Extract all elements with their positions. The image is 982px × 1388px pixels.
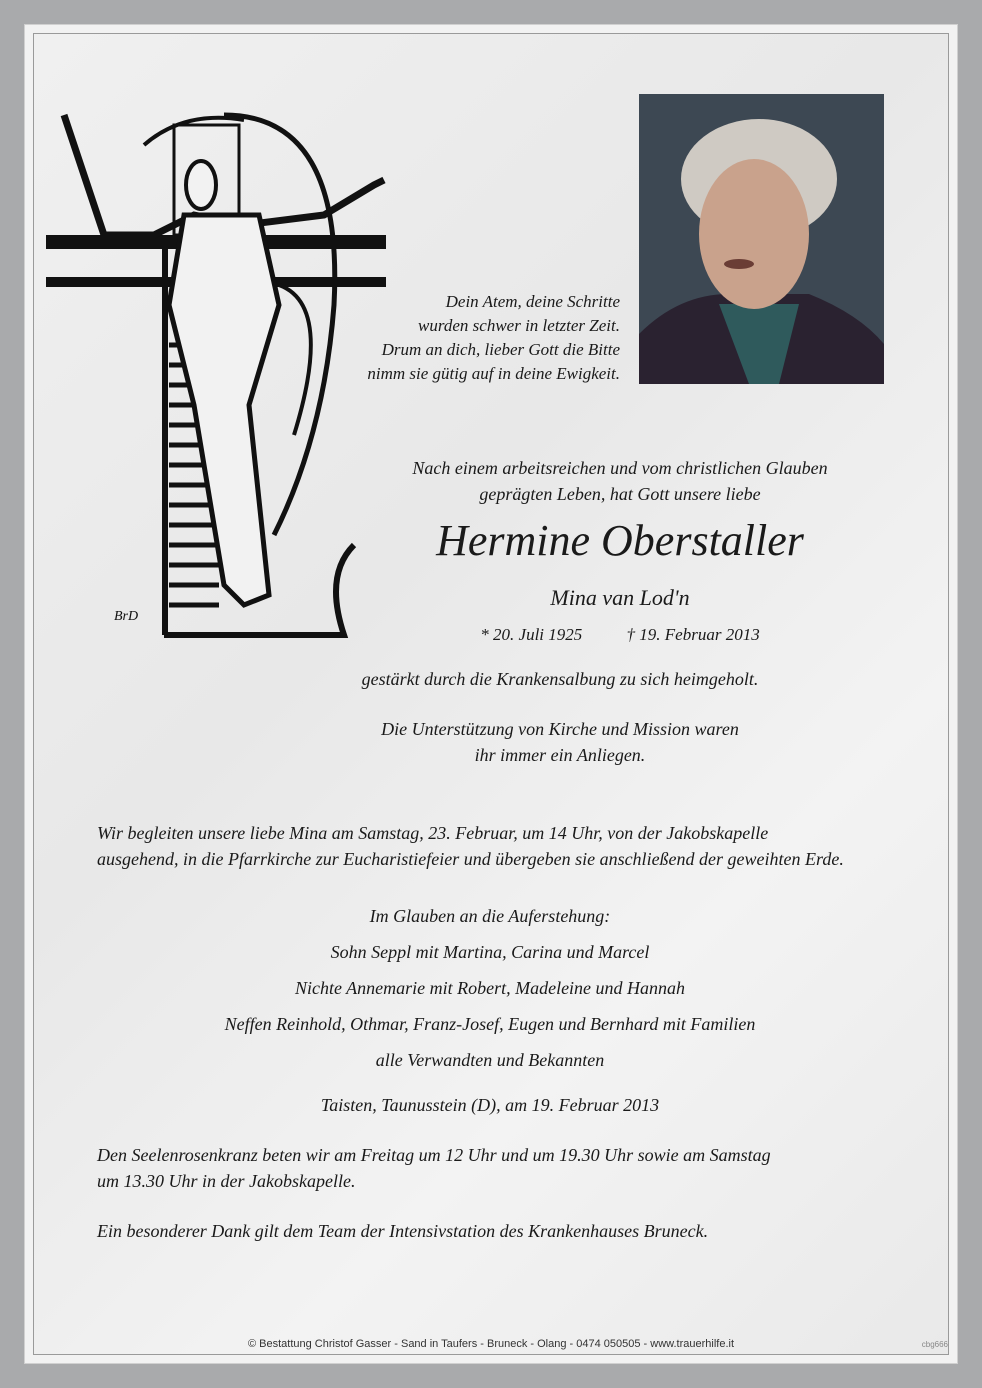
svg-text:BrD: BrD: [114, 609, 139, 624]
poem: [340, 290, 620, 386]
nickname: Mina van Lod'n: [550, 585, 690, 610]
mourner-line: Nichte Annemarie mit Robert, Madeleine und Hannah: [294, 978, 686, 998]
thanks-text: Ein besonderer Dank gilt dem Team der Intensivstation des Krankenhauses Bruneck.: [97, 1221, 709, 1241]
poem-line: Drum an dich, lieber Gott die Bitte: [381, 340, 620, 359]
funeral-text: [97, 820, 897, 872]
footer-credit: © Bestattung Christof Gasser - Sand in Taufers - Bruneck - Olang - 0474 050505 - www.trauerhilfe.it: [247, 1338, 735, 1350]
template-code: cbg666: [921, 1340, 948, 1349]
portrait-photo: [639, 94, 884, 384]
anliegen-text: [240, 716, 880, 768]
life-dates: [360, 625, 880, 645]
heimgeholt-text: gestärkt durch die Krankensalbung zu sich heimgeholt.: [361, 669, 759, 689]
poem-line: Dein Atem, deine Schritte: [445, 292, 620, 311]
funeral-line: ausgehend, in die Pfarrkirche zur Eucharistiefeier und übergeben sie anschließend der geweihten Erde.: [97, 849, 844, 869]
birth-date: * 20. Juli 1925: [480, 625, 583, 644]
poem-line: wurden schwer in letzter Zeit.: [418, 316, 620, 335]
intro-line: Nach einem arbeitsreichen und vom christlichen Glauben: [412, 458, 828, 478]
deceased-name: Hermine Oberstaller: [436, 516, 804, 565]
portrait-illustration: [639, 94, 884, 384]
poem-line: nimm sie gütig auf in deine Ewigkeit.: [367, 364, 620, 383]
rosary-line: Den Seelenrosenkranz beten wir am Freitag um 12 Uhr und um 19.30 Uhr sowie am Samstag: [97, 1145, 771, 1165]
death-date: † 19. Februar 2013: [626, 625, 760, 644]
place-date: Taisten, Taunusstein (D), am 19. Februar 2013: [320, 1095, 660, 1115]
risen-christ-cross-woodcut: [44, 105, 389, 640]
rosary-line: um 13.30 Uhr in der Jakobskapelle.: [97, 1171, 356, 1191]
mourner-line: Neffen Reinhold, Othmar, Franz-Josef, Eugen und Bernhard mit Familien: [224, 1014, 756, 1034]
rosary-text: [97, 1142, 897, 1194]
anliegen-line: ihr immer ein Anliegen.: [474, 745, 646, 765]
mourner-line: Sohn Seppl mit Martina, Carina und Marcel: [330, 942, 650, 962]
mourner-line: alle Verwandten und Bekannten: [375, 1050, 605, 1070]
funeral-line: Wir begleiten unsere liebe Mina am Samstag, 23. Februar, um 14 Uhr, von der Jakobskapelle: [97, 823, 769, 843]
mourners: [90, 898, 890, 1078]
mourners-heading: Im Glauben an die Auferstehung:: [369, 906, 611, 926]
anliegen-line: Die Unterstützung von Kirche und Mission waren: [381, 719, 739, 739]
intro-line: geprägten Leben, hat Gott unsere liebe: [479, 484, 761, 504]
intro: [360, 455, 880, 507]
